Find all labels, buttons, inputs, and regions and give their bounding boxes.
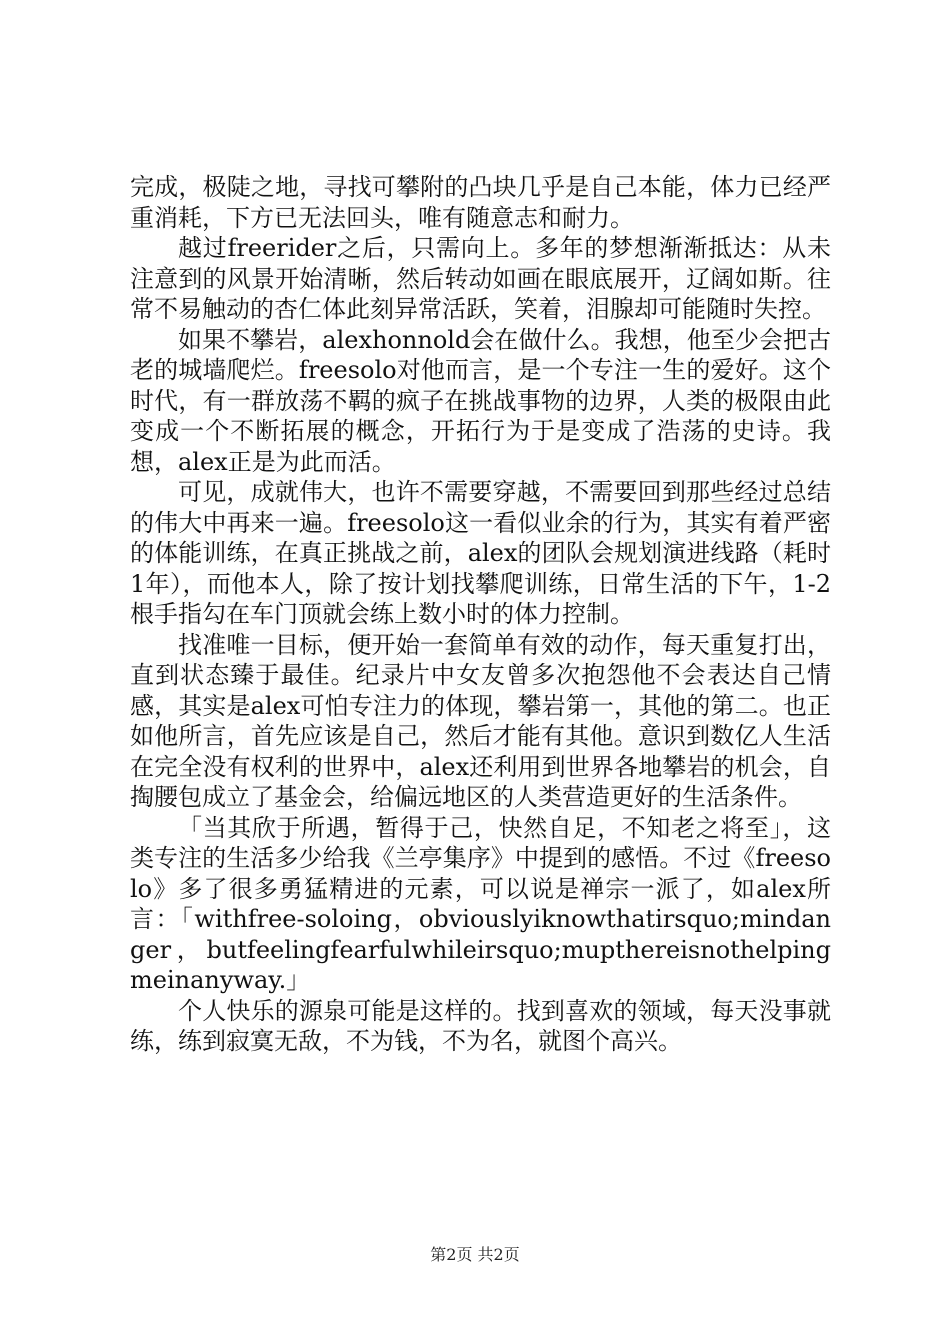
- paragraph-2: 越过freerider之后，只需向上。多年的梦想渐渐抵达：从未注意到的风景开始清晰，然后转动如画在眼底展开，辽阔如斯。往常不易触动的杏仁体此刻异常活跃，笑着，泪腺却可能随时失控。: [130, 234, 831, 323]
- paragraph-1: 完成，极陡之地，寻找可攀附的凸块几乎是自己本能，体力已经严重消耗，下方已无法回头，唯有随意志和耐力。: [130, 173, 831, 232]
- paragraph-4: 可见，成就伟大，也许不需要穿越，不需要回到那些经过总结的伟大中再来一遍。freesolo这一看似业余的行为，其实有着严密的体能训练，在真正挑战之前，alex的团队会规划演进线路（耗时1年），而他本人，除了按计划找攀爬训练，日常生活的下午，1-2根手指勾在车门顶就会练上数小时的体力控制。: [130, 478, 831, 628]
- paragraph-5: 找准唯一目标，便开始一套简单有效的动作，每天重复打出，直到状态臻于最佳。纪录片中女友曾多次抱怨他不会表达自己情感，其实是alex可怕专注力的体现，攀岩第一，其他的第二。也正如他所言，首先应该是自己，然后才能有其他。意识到数亿人生活在完全没有权利的世界中，alex还利用到世界各地攀岩的机会，自掏腰包成立了基金会，给偏远地区的人类营造更好的生活条件。: [130, 630, 831, 811]
- paragraph-3: 如果不攀岩，alexhonnold会在做什么。我想，他至少会把古老的城墙爬烂。freesolo对他而言，是一个专注一生的爱好。这个时代，有一群放荡不羁的疯子在挑战事物的边界，人类的极限由此变成一个不断拓展的概念，开拓行为于是变成了浩荡的史诗。我想，alex正是为此而活。: [130, 325, 831, 476]
- document-body: [130, 172, 831, 1057]
- page-footer: [0, 1244, 950, 1266]
- paragraph-7: 个人快乐的源泉可能是这样的。找到喜欢的领域，每天没事就练，练到寂寞无敌，不为钱，不为名，就图个高兴。: [130, 996, 831, 1055]
- paragraph-6: 「当其欣于所遇，暂得于己，快然自足，不知老之将至」，这类专注的生活多少给我《兰亭集序》中提到的感悟。不过《freesolo》多了很多勇猛精进的元素，可以说是禅宗一派了，如alex所言：「withfree-soloing，obviouslyiknowthatirsquo;mindanger，butfeelingfearfulwhileirsquo;mupthereisnothelpingmeinanyway.」: [130, 813, 831, 994]
- page-number: 第2页 共2页: [430, 1245, 520, 1264]
